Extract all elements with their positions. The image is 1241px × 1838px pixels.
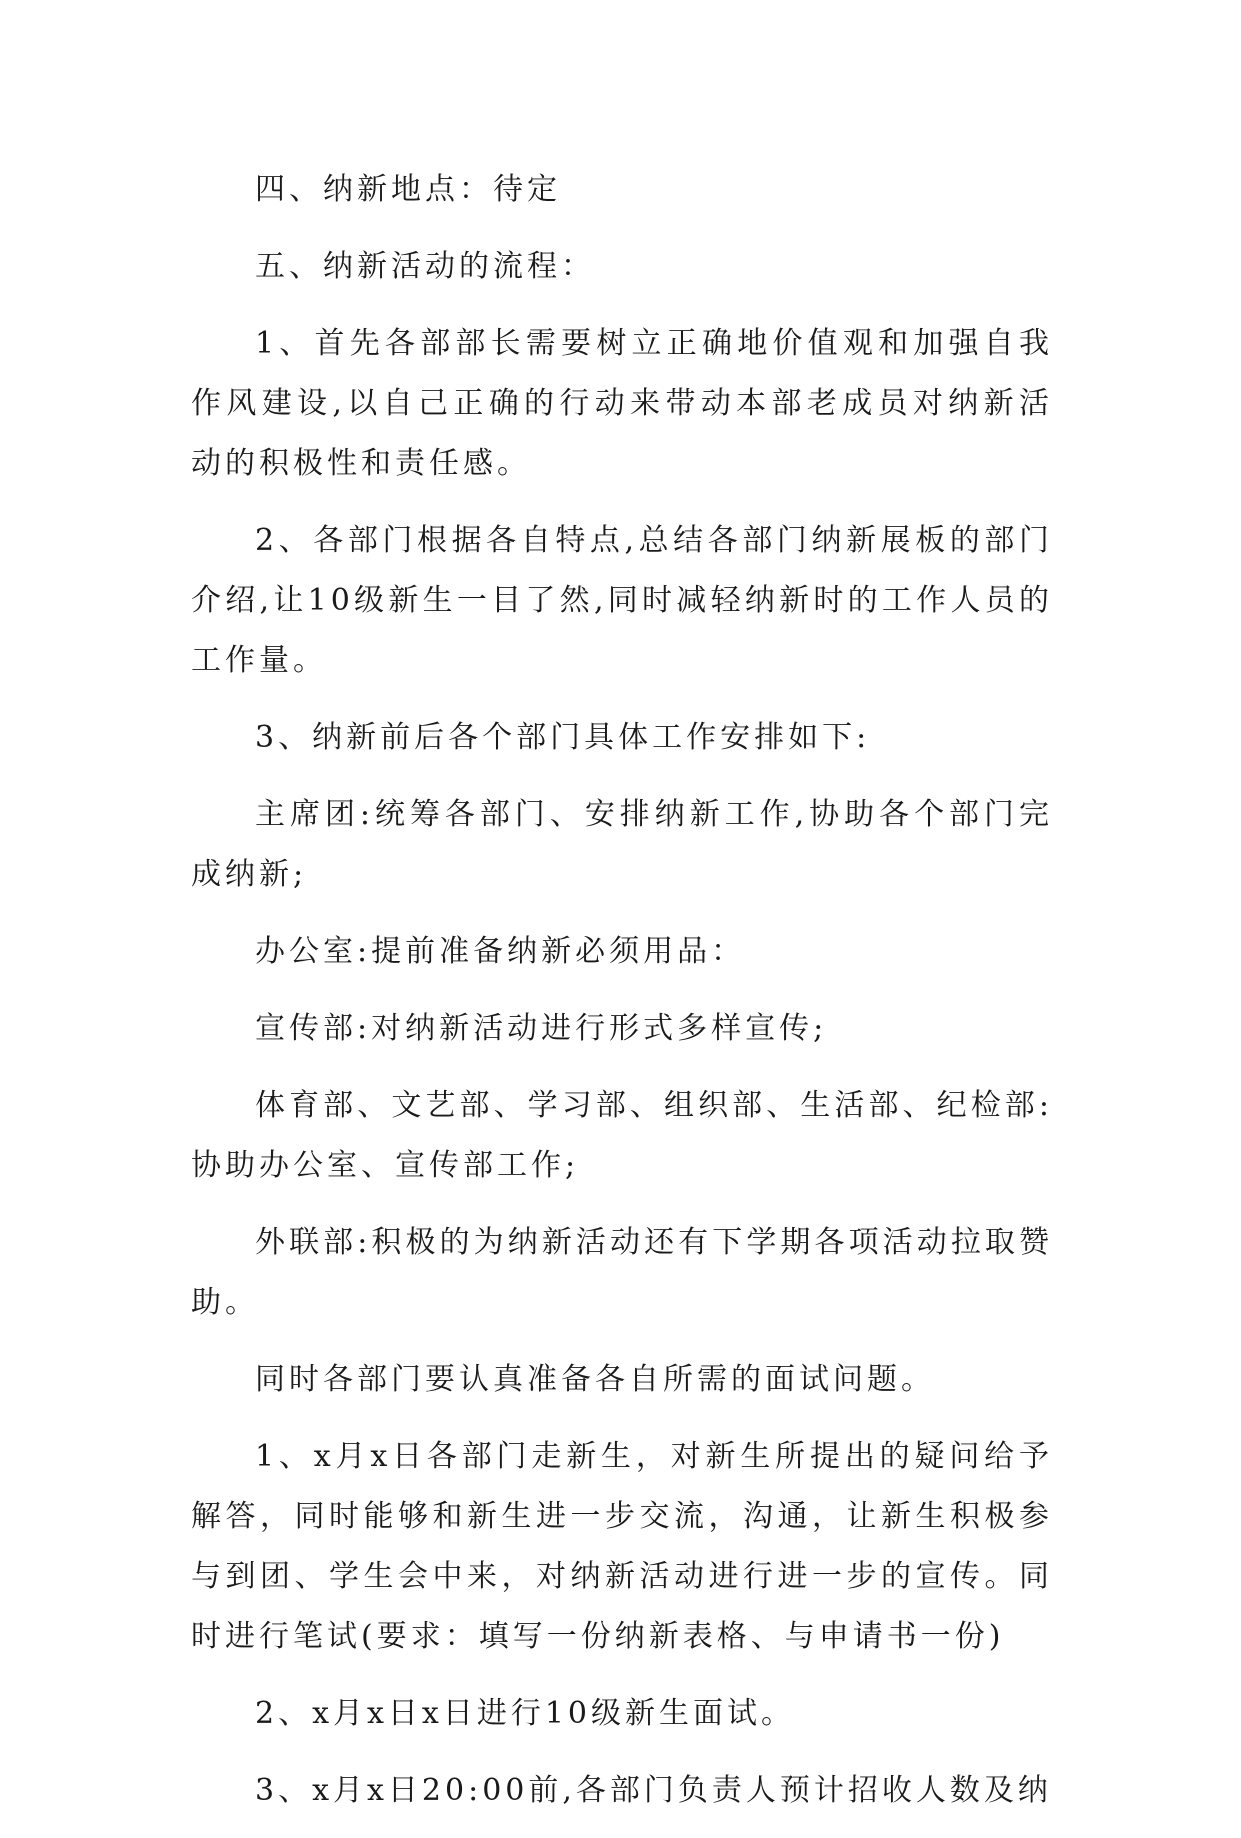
document-body xyxy=(191,160,1053,1838)
paragraph-venue: 四、纳新地点：待定 xyxy=(255,172,561,207)
paragraph-step-1: 1、首先各部部长需要树立正确地价值观和加强自我作风建设,以自己正确的行动来带动本部老成员对纳新活动的积极性和责任感。 xyxy=(191,326,1053,481)
paragraph-schedule-1: 1、x月x日各部门走新生，对新生所提出的疑问给予解答，同时能够和新生进一步交流，沟通，让新生积极参与到团、学生会中来，对纳新活动进行进一步的宣传。同时进行笔试(要求：填写一份纳新表格、与申请书一份) xyxy=(191,1439,1053,1654)
paragraph-office: 办公室:提前准备纳新必须用品： xyxy=(255,934,746,969)
paragraph-publicity: 宣传部:对纳新活动进行形式多样宣传; xyxy=(255,1011,828,1046)
paragraph-step-3: 3、纳新前后各个部门具体工作安排如下: xyxy=(255,720,871,755)
paragraph-interview-prep: 同时各部门要认真准备各自所需的面试问题。 xyxy=(255,1362,935,1397)
paragraph-process-heading: 五、纳新活动的流程： xyxy=(255,249,595,284)
paragraph-external-relations: 外联部:积极的为纳新活动还有下学期各项活动拉取赞助。 xyxy=(191,1225,1053,1320)
paragraph-schedule-3: 3、x月x日20:00前,各部门负责人预计招收人数及纳 xyxy=(255,1773,1052,1808)
paragraph-other-departments: 体育部、文艺部、学习部、组织部、生活部、纪检部:协助办公室、宣传部工作; xyxy=(191,1088,1053,1183)
paragraph-schedule-2: 2、x月x日x日进行10级新生面试。 xyxy=(255,1696,796,1731)
paragraph-step-2: 2、各部门根据各自特点,总结各部门纳新展板的部门介绍,让10级新生一目了然,同时减轻纳新时的工作人员的工作量。 xyxy=(191,523,1053,678)
paragraph-presidium: 主席团:统筹各部门、安排纳新工作,协助各个部门完成纳新; xyxy=(191,797,1053,892)
